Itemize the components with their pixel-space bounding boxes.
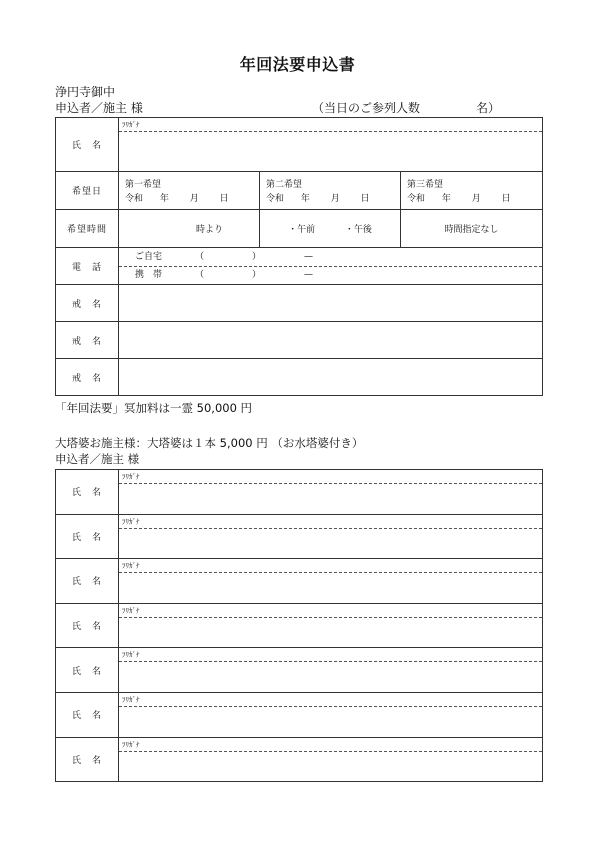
name-label: 氏 名: [56, 470, 119, 515]
day-unit: 日: [501, 194, 511, 204]
paren-close: ）: [252, 252, 262, 262]
era: 令和: [125, 194, 144, 204]
application-form: [55, 117, 543, 396]
day-unit: 日: [219, 194, 229, 204]
tower-name-field-5[interactable]: [119, 648, 543, 693]
era: 令和: [407, 194, 426, 204]
phone-label: 電 話: [56, 248, 119, 285]
am-pm-choice[interactable]: [260, 210, 401, 248]
page-title: 年回法要申込書: [239, 55, 356, 74]
paren-close: ）: [252, 270, 262, 280]
tower-name-field-1[interactable]: [119, 470, 543, 515]
name-label: 氏 名: [56, 514, 119, 559]
no-time-label: 時間指定なし: [444, 225, 499, 235]
kaimyo-label: 戒 名: [56, 322, 119, 359]
time-from-field[interactable]: [119, 210, 260, 248]
kaimyo-field-1[interactable]: [119, 285, 543, 322]
year-unit: 年: [300, 194, 310, 204]
name-label: 氏 名: [56, 603, 119, 648]
month-unit: 月: [189, 194, 199, 204]
name-label: 氏 名: [56, 559, 119, 604]
paren-open: （: [195, 252, 205, 262]
wish-title-3: 第三希望: [407, 180, 444, 190]
mobile-label: 携 帯: [135, 270, 163, 280]
era: 令和: [266, 194, 285, 204]
furigana-label: ﾌﾘｶﾞﾅ: [122, 562, 140, 571]
wish-date-label: 希望日: [56, 172, 119, 210]
furigana-label: ﾌﾘｶﾞﾅ: [122, 651, 140, 660]
tower-note: 大塔婆お施主様：大塔婆は１本 5,000 円 （お水塔婆付き）: [55, 436, 364, 450]
mobile-phone-row[interactable]: [119, 266, 542, 284]
kaimyo-field-3[interactable]: [119, 359, 543, 396]
home-phone-row[interactable]: [119, 248, 542, 266]
furigana-label: ﾌﾘｶﾞﾅ: [122, 517, 140, 526]
home-label: ご自宅: [135, 252, 163, 262]
applicant-label: 申込者／施主 様: [55, 101, 143, 115]
furigana-label: ﾌﾘｶﾞﾅ: [122, 121, 140, 129]
month-unit: 月: [330, 194, 340, 204]
tower-name-field-4[interactable]: [119, 603, 543, 648]
phone-fields: [119, 248, 543, 285]
wish-date-3[interactable]: [401, 172, 543, 210]
kaimyo-label: 戒 名: [56, 285, 119, 322]
tower-form: [55, 469, 543, 782]
month-unit: 月: [471, 194, 481, 204]
wish-date-2[interactable]: [260, 172, 401, 210]
furigana-label: ﾌﾘｶﾞﾅ: [122, 473, 140, 481]
wish-title-2: 第二希望: [266, 180, 303, 190]
year-unit: 年: [159, 194, 169, 204]
recipient: 浄円寺御中: [55, 85, 116, 99]
furigana-label: ﾌﾘｶﾞﾅ: [122, 740, 140, 749]
year-unit: 年: [441, 194, 451, 204]
am-option[interactable]: ・午前: [288, 225, 316, 235]
name-label: 氏 名: [56, 648, 119, 693]
name-label: 氏 名: [56, 118, 119, 172]
tower-name-field-2[interactable]: [119, 514, 543, 559]
dash: —: [304, 252, 313, 262]
wish-title-1: 第一希望: [125, 180, 162, 190]
time-from: 時より: [195, 225, 223, 235]
pm-option[interactable]: ・午後: [344, 225, 372, 235]
name-label: 氏 名: [56, 737, 119, 782]
tower-name-field-3[interactable]: [119, 559, 543, 604]
attendance-count: [312, 99, 500, 116]
tower-name-field-7[interactable]: [119, 737, 543, 782]
paren-open: （: [195, 270, 205, 280]
wish-date-1[interactable]: [119, 172, 260, 210]
no-time-option[interactable]: [401, 210, 543, 248]
name-label: 氏 名: [56, 692, 119, 737]
dash: —: [304, 270, 313, 280]
wish-time-label: 希望時間: [56, 210, 119, 248]
attendance-open: （当日のご参列人数: [312, 101, 421, 115]
furigana-label: ﾌﾘｶﾞﾅ: [122, 695, 140, 704]
attendance-close: 名）: [476, 101, 501, 115]
tower-name-field-6[interactable]: [119, 692, 543, 737]
kaimyo-label: 戒 名: [56, 359, 119, 396]
kaimyo-field-2[interactable]: [119, 322, 543, 359]
applicant-label-2: 申込者／施主 様: [55, 452, 140, 466]
name-field[interactable]: [119, 118, 543, 172]
furigana-label: ﾌﾘｶﾞﾅ: [122, 606, 140, 615]
fee-note: 「年回法要」冥加料は一霊 50,000 円: [55, 401, 253, 415]
day-unit: 日: [360, 194, 370, 204]
